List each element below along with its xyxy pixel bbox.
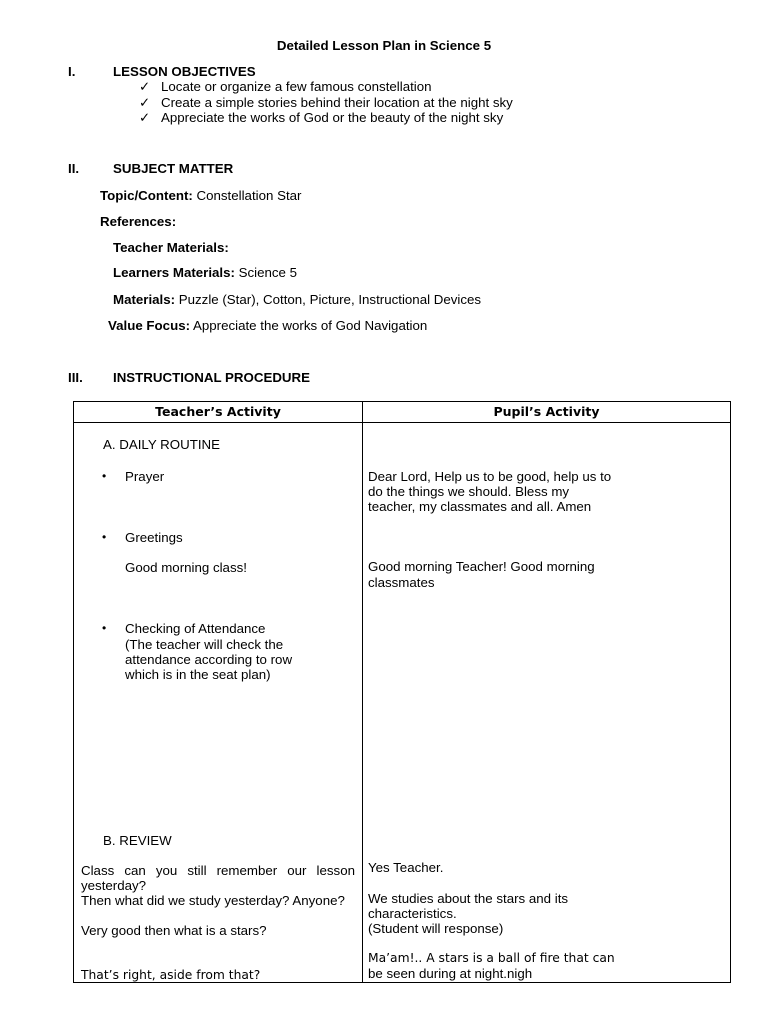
prayer-response: do the things we should. Bless my: [368, 484, 570, 499]
attendance-note: which is in the seat plan): [125, 667, 271, 682]
review-response: We studies about the stars and its: [368, 891, 569, 906]
prayer-response: Dear Lord, Help us to be good, help us to: [368, 469, 612, 484]
section-numeral-subject: II.: [68, 161, 80, 176]
teacher-materials-label: Teacher Materials:: [113, 240, 229, 255]
review-response: (Student will response): [368, 921, 504, 936]
bullet-icon: •: [102, 469, 107, 483]
materials-line: Materials: Puzzle (Star), Cotton, Picture, Instructional Devices: [113, 292, 482, 307]
value-focus-line: Value Focus: Appreciate the works of God Navigation: [108, 318, 428, 333]
prayer-response: teacher, my classmates and all. Amen: [368, 499, 592, 514]
header-divider: [74, 422, 730, 423]
teacher-greeting: Good morning class!: [125, 560, 247, 575]
section-numeral-objectives: I.: [68, 64, 76, 79]
objective-item: ✓ Create a simple stories behind their location at the night sky: [139, 95, 513, 110]
greetings-item: Greetings: [125, 530, 183, 545]
check-icon: ✓: [139, 95, 151, 110]
column-header-teacher: Teacher’s Activity: [155, 404, 281, 419]
topic-label: Topic/Content:: [100, 188, 193, 203]
review-response: Ma’am!.. A stars is a ball of fire that can: [368, 951, 615, 965]
check-icon: ✓: [139, 79, 151, 94]
review-response: Yes Teacher.: [368, 860, 444, 875]
column-header-pupil: Pupil’s Activity: [493, 404, 600, 419]
review-response: characteristics.: [368, 906, 457, 921]
column-divider: [362, 402, 363, 982]
attendance-item: Checking of Attendance: [125, 621, 266, 636]
check-icon: ✓: [139, 110, 151, 125]
section-heading-subject: SUBJECT MATTER: [113, 161, 234, 176]
topic-value: Constellation Star: [192, 188, 302, 203]
greeting-response: classmates: [368, 575, 435, 590]
section-heading-procedure: INSTRUCTIONAL PROCEDURE: [113, 370, 310, 385]
section-numeral-procedure: III.: [68, 370, 83, 385]
learners-materials-line: Learners Materials: Science 5: [113, 265, 298, 280]
activity-table: [73, 401, 731, 983]
review-question: Class can you still remember our lesson yesterday?: [81, 863, 355, 893]
review-question: That’s right, aside from that?: [81, 968, 261, 982]
page-title: Detailed Lesson Plan in Science 5: [276, 38, 492, 53]
objective-item: ✓ Locate or organize a few famous constellation: [139, 79, 432, 94]
greeting-response: Good morning Teacher! Good morning: [368, 559, 595, 574]
bullet-icon: •: [102, 530, 107, 544]
review-response: be seen during at night.nigh: [368, 966, 533, 981]
bullet-icon: •: [102, 621, 107, 635]
section-heading-objectives: LESSON OBJECTIVES: [113, 64, 256, 79]
topic-line: [100, 188, 301, 204]
review-heading: B. REVIEW: [103, 833, 172, 848]
attendance-note: attendance according to row: [125, 652, 293, 667]
objective-item: ✓ Appreciate the works of God or the beauty of the night sky: [139, 110, 504, 125]
attendance-note: (The teacher will check the: [125, 637, 284, 652]
references-label: References:: [100, 214, 177, 229]
review-question: Very good then what is a stars?: [81, 923, 267, 938]
prayer-item: Prayer: [125, 469, 165, 484]
review-question: Then what did we study yesterday? Anyone?: [81, 893, 345, 908]
daily-routine-heading: A. DAILY ROUTINE: [103, 437, 220, 452]
